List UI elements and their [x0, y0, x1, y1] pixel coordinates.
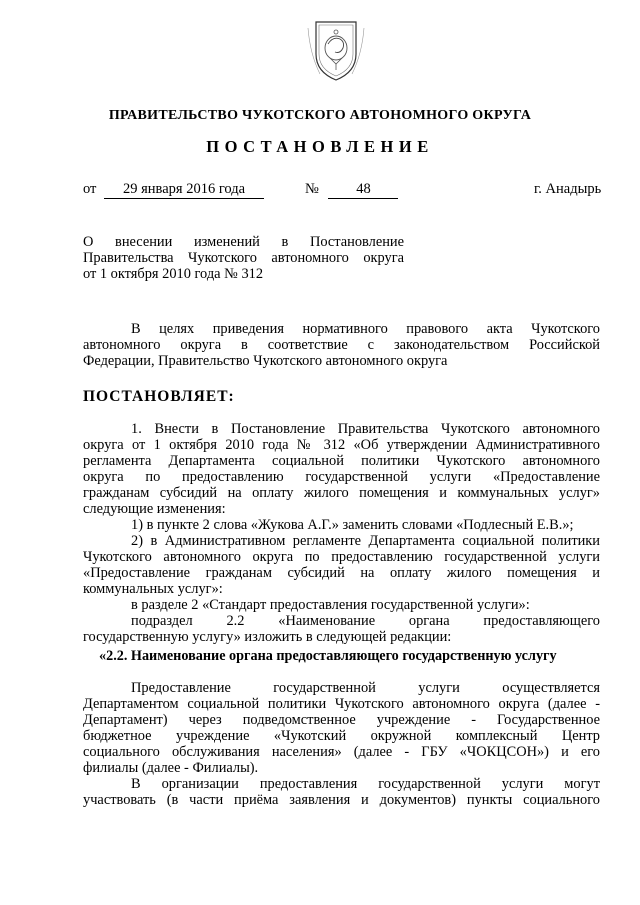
section-line: социального обслуживания населения» (далее - ГБУ «ЧОКЦСОН») и его — [83, 744, 600, 760]
body-line: следующие изменения: — [83, 501, 226, 517]
body-line: 1. Внести в Постановление Правительства Чукотского автономного — [131, 421, 600, 437]
section-line: бюджетное учреждение «Чукотский окружной комплексный Центр — [83, 728, 600, 744]
body-line: в разделе 2 «Стандарт предоставления государственной услуги»: — [131, 597, 530, 613]
preamble-line: В целях приведения нормативного правового акта Чукотского — [131, 321, 600, 337]
body-line: 2) в Административном регламенте Департамента социальной политики — [131, 533, 600, 549]
section-line: Департаментом социальной политики Чукотского автономного округа (далее - — [83, 696, 600, 712]
government-title: ПРАВИТЕЛЬСТВО ЧУКОТСКОГО АВТОНОМНОГО ОКРУГА — [108, 108, 532, 123]
subject-line: О внесении изменений в Постановление — [83, 234, 404, 250]
document-city: г. Анадырь — [534, 181, 602, 197]
body-line: подраздел 2.2 «Наименование органа предоставляющего — [131, 613, 600, 629]
date-row — [83, 181, 264, 199]
section-line: Предоставление государственной услуги осуществляется — [131, 680, 600, 696]
section-line: участвовать (в части приёма заявления и документов) пункты социального — [83, 792, 600, 808]
coat-of-arms-emblem — [300, 14, 372, 86]
subject-line: от 1 октября 2010 года № 312 — [83, 266, 264, 282]
section-line: филиалы (далее - Филиалы). — [83, 760, 259, 776]
from-label: от — [83, 181, 97, 197]
number-row — [305, 181, 398, 199]
body-line: «Предоставление гражданам субсидий на оплату жилого помещения и — [83, 565, 600, 581]
body-line: округа от 1 октября 2010 года № 312 «Об утверждении Административного — [83, 437, 600, 453]
body-line: Чукотского автономного округа по предоставлению государственной услуги — [83, 549, 600, 565]
body-line: гражданам субсидий на оплату жилого помещения и коммунальных услуг» — [83, 485, 600, 501]
preamble-line: автономного округа в соответствие с законодательством Российской — [83, 337, 600, 353]
body-line: регламента Департамента социальной политики Чукотского автономного — [83, 453, 600, 469]
document-type-title: ПОСТАНОВЛЕНИЕ — [206, 137, 434, 156]
section-line: В организации предоставления государственной услуги могут — [131, 776, 600, 792]
document-date: 29 января 2016 года — [104, 181, 264, 199]
number-label: № — [305, 181, 319, 197]
section-line: Департамент) через подведомственное учреждение - Государственное — [83, 712, 600, 728]
decree-heading: ПОСТАНОВЛЯЕТ: — [83, 388, 235, 405]
document-number: 48 — [328, 181, 398, 199]
subject-line: Правительства Чукотского автономного округа — [83, 250, 404, 266]
body-line: государственную услугу» изложить в следующей редакции: — [83, 629, 452, 645]
preamble-line: Федерации, Правительство Чукотского автономного округа — [83, 353, 448, 369]
body-line: округа по предоставлению государственной услуги «Предоставление — [83, 469, 600, 485]
body-line: коммунальных услуг»: — [83, 581, 223, 597]
section-heading: «2.2. Наименование органа предоставляющего государственную услугу — [99, 648, 557, 664]
body-line: 1) в пункте 2 слова «Жукова А.Г.» заменить словами «Подлесный Е.В.»; — [131, 517, 574, 533]
